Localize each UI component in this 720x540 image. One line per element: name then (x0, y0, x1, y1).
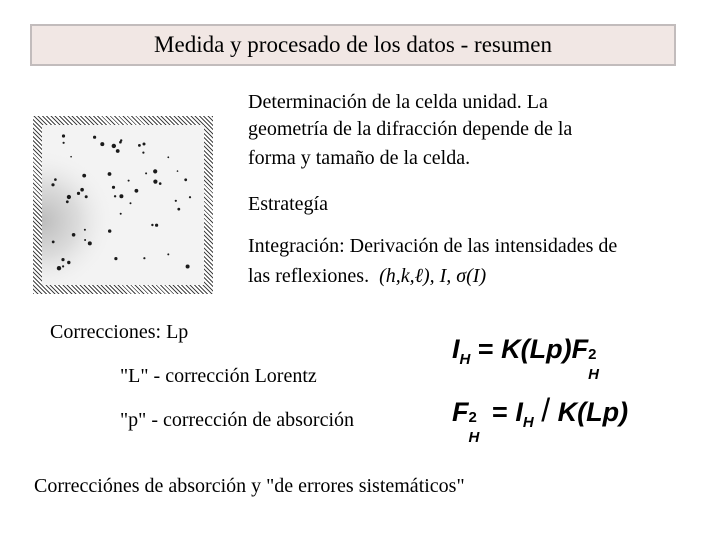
diffraction-spot (51, 183, 54, 186)
diffraction-spot (93, 136, 96, 139)
diffraction-spot (130, 202, 132, 204)
lorentz-text: "L" - corrección Lorentz (120, 365, 317, 387)
integracion-line-2-text: las reflexiones. (248, 265, 370, 287)
diffraction-spot (112, 144, 116, 148)
diffraction-spot (112, 186, 115, 189)
integracion-line-2 (248, 264, 486, 289)
correcciones-text: Correcciones: Lp (50, 321, 189, 343)
diffraction-spot (138, 144, 141, 147)
absorcion-text: "p" - corrección de absorción (120, 409, 355, 431)
diffraction-spot (57, 266, 61, 270)
diffraction-spot (119, 194, 123, 198)
eq1-rhs-sup: 2 (588, 346, 597, 363)
eq2-mid-sub: H (522, 414, 534, 431)
diffraction-spot (77, 192, 80, 195)
slide-title-box (30, 24, 676, 66)
footer-text: Correcciónes de absorción y "de errores sistemáticos" (34, 475, 465, 497)
eq1-lhs-sub: H (459, 351, 471, 368)
diffraction-spot (85, 195, 88, 198)
determinacion-line-3: forma y tamaño de la celda. (248, 147, 471, 169)
diffraction-spot (153, 180, 157, 184)
eq2-slash: / (541, 392, 551, 428)
diffraction-spot (167, 156, 169, 158)
diffraction-pattern-image (33, 116, 213, 294)
diffraction-spot (67, 195, 71, 199)
eq1-rhs: K(Lp)F (501, 334, 589, 364)
diffraction-spot (52, 241, 55, 244)
diffraction-spot (142, 152, 144, 154)
diffraction-pattern-icon (42, 125, 204, 285)
diffraction-spot (189, 196, 191, 198)
diffraction-spot (54, 178, 57, 181)
diffraction-spot (84, 239, 86, 241)
diffraction-spot (167, 253, 169, 255)
eq1-rhs-sub: H (588, 366, 599, 383)
diffraction-spot (61, 258, 64, 261)
estrategia-text: Estrategía (248, 193, 328, 215)
diffraction-spot (128, 180, 130, 182)
diffraction-spot (143, 257, 145, 259)
diffraction-spot (159, 182, 162, 185)
diffraction-spot (145, 172, 147, 174)
diffraction-spot (108, 172, 112, 176)
eq2-rhs: K(Lp) (557, 397, 629, 427)
eq1-equals: = (477, 334, 494, 364)
diffraction-spot (135, 189, 139, 193)
diffraction-spot (66, 200, 69, 203)
determinacion-line-2: geometría de la difracción depende de la (248, 118, 573, 140)
diffraction-spot (72, 233, 76, 237)
diffraction-spot (84, 229, 86, 231)
diffraction-spot (120, 213, 122, 215)
diffraction-spot (151, 224, 153, 226)
slide-title: Medida y procesado de los datos - resumen (154, 32, 552, 57)
equation-intensity (452, 334, 604, 383)
eq2-mid: I (515, 397, 523, 427)
diffraction-spot (80, 188, 84, 192)
diffraction-spot (143, 143, 146, 146)
eq2-lhs-sub: H (468, 429, 480, 446)
eq2-equals: = (492, 397, 508, 427)
diffraction-spot (177, 208, 180, 211)
determinacion-line-1: Determinación de la celda unidad. La (248, 91, 548, 113)
eq2-lhs-sup: 2 (468, 409, 477, 426)
diffraction-spot (184, 178, 187, 181)
diffraction-spot (70, 156, 72, 158)
diffraction-spot (155, 224, 158, 227)
diffraction-spot (186, 265, 190, 269)
diffraction-spot (88, 241, 92, 245)
diffraction-spot (108, 229, 111, 232)
diffraction-spot (100, 142, 104, 146)
diffraction-spot (153, 169, 157, 173)
eq2-lhs: F (452, 397, 469, 427)
integracion-line-2-symbols: (h,k,ℓ), I, σ(I) (379, 265, 487, 287)
diffraction-spot (114, 195, 116, 197)
diffraction-spot (62, 134, 65, 137)
diffraction-spot (67, 261, 70, 264)
diffraction-spot (63, 142, 65, 144)
diffraction-spot (116, 149, 120, 153)
integracion-line-1: Integración: Derivación de las intensidades de (248, 235, 618, 257)
diffraction-spot (119, 141, 122, 144)
diffraction-spot (62, 265, 64, 267)
diffraction-spot (82, 174, 86, 178)
equation-structure-factor (452, 392, 629, 446)
diffraction-spot (114, 257, 117, 260)
diffraction-spot (177, 170, 179, 172)
diffraction-spot (175, 200, 177, 202)
eq1-lhs: I (452, 334, 460, 364)
